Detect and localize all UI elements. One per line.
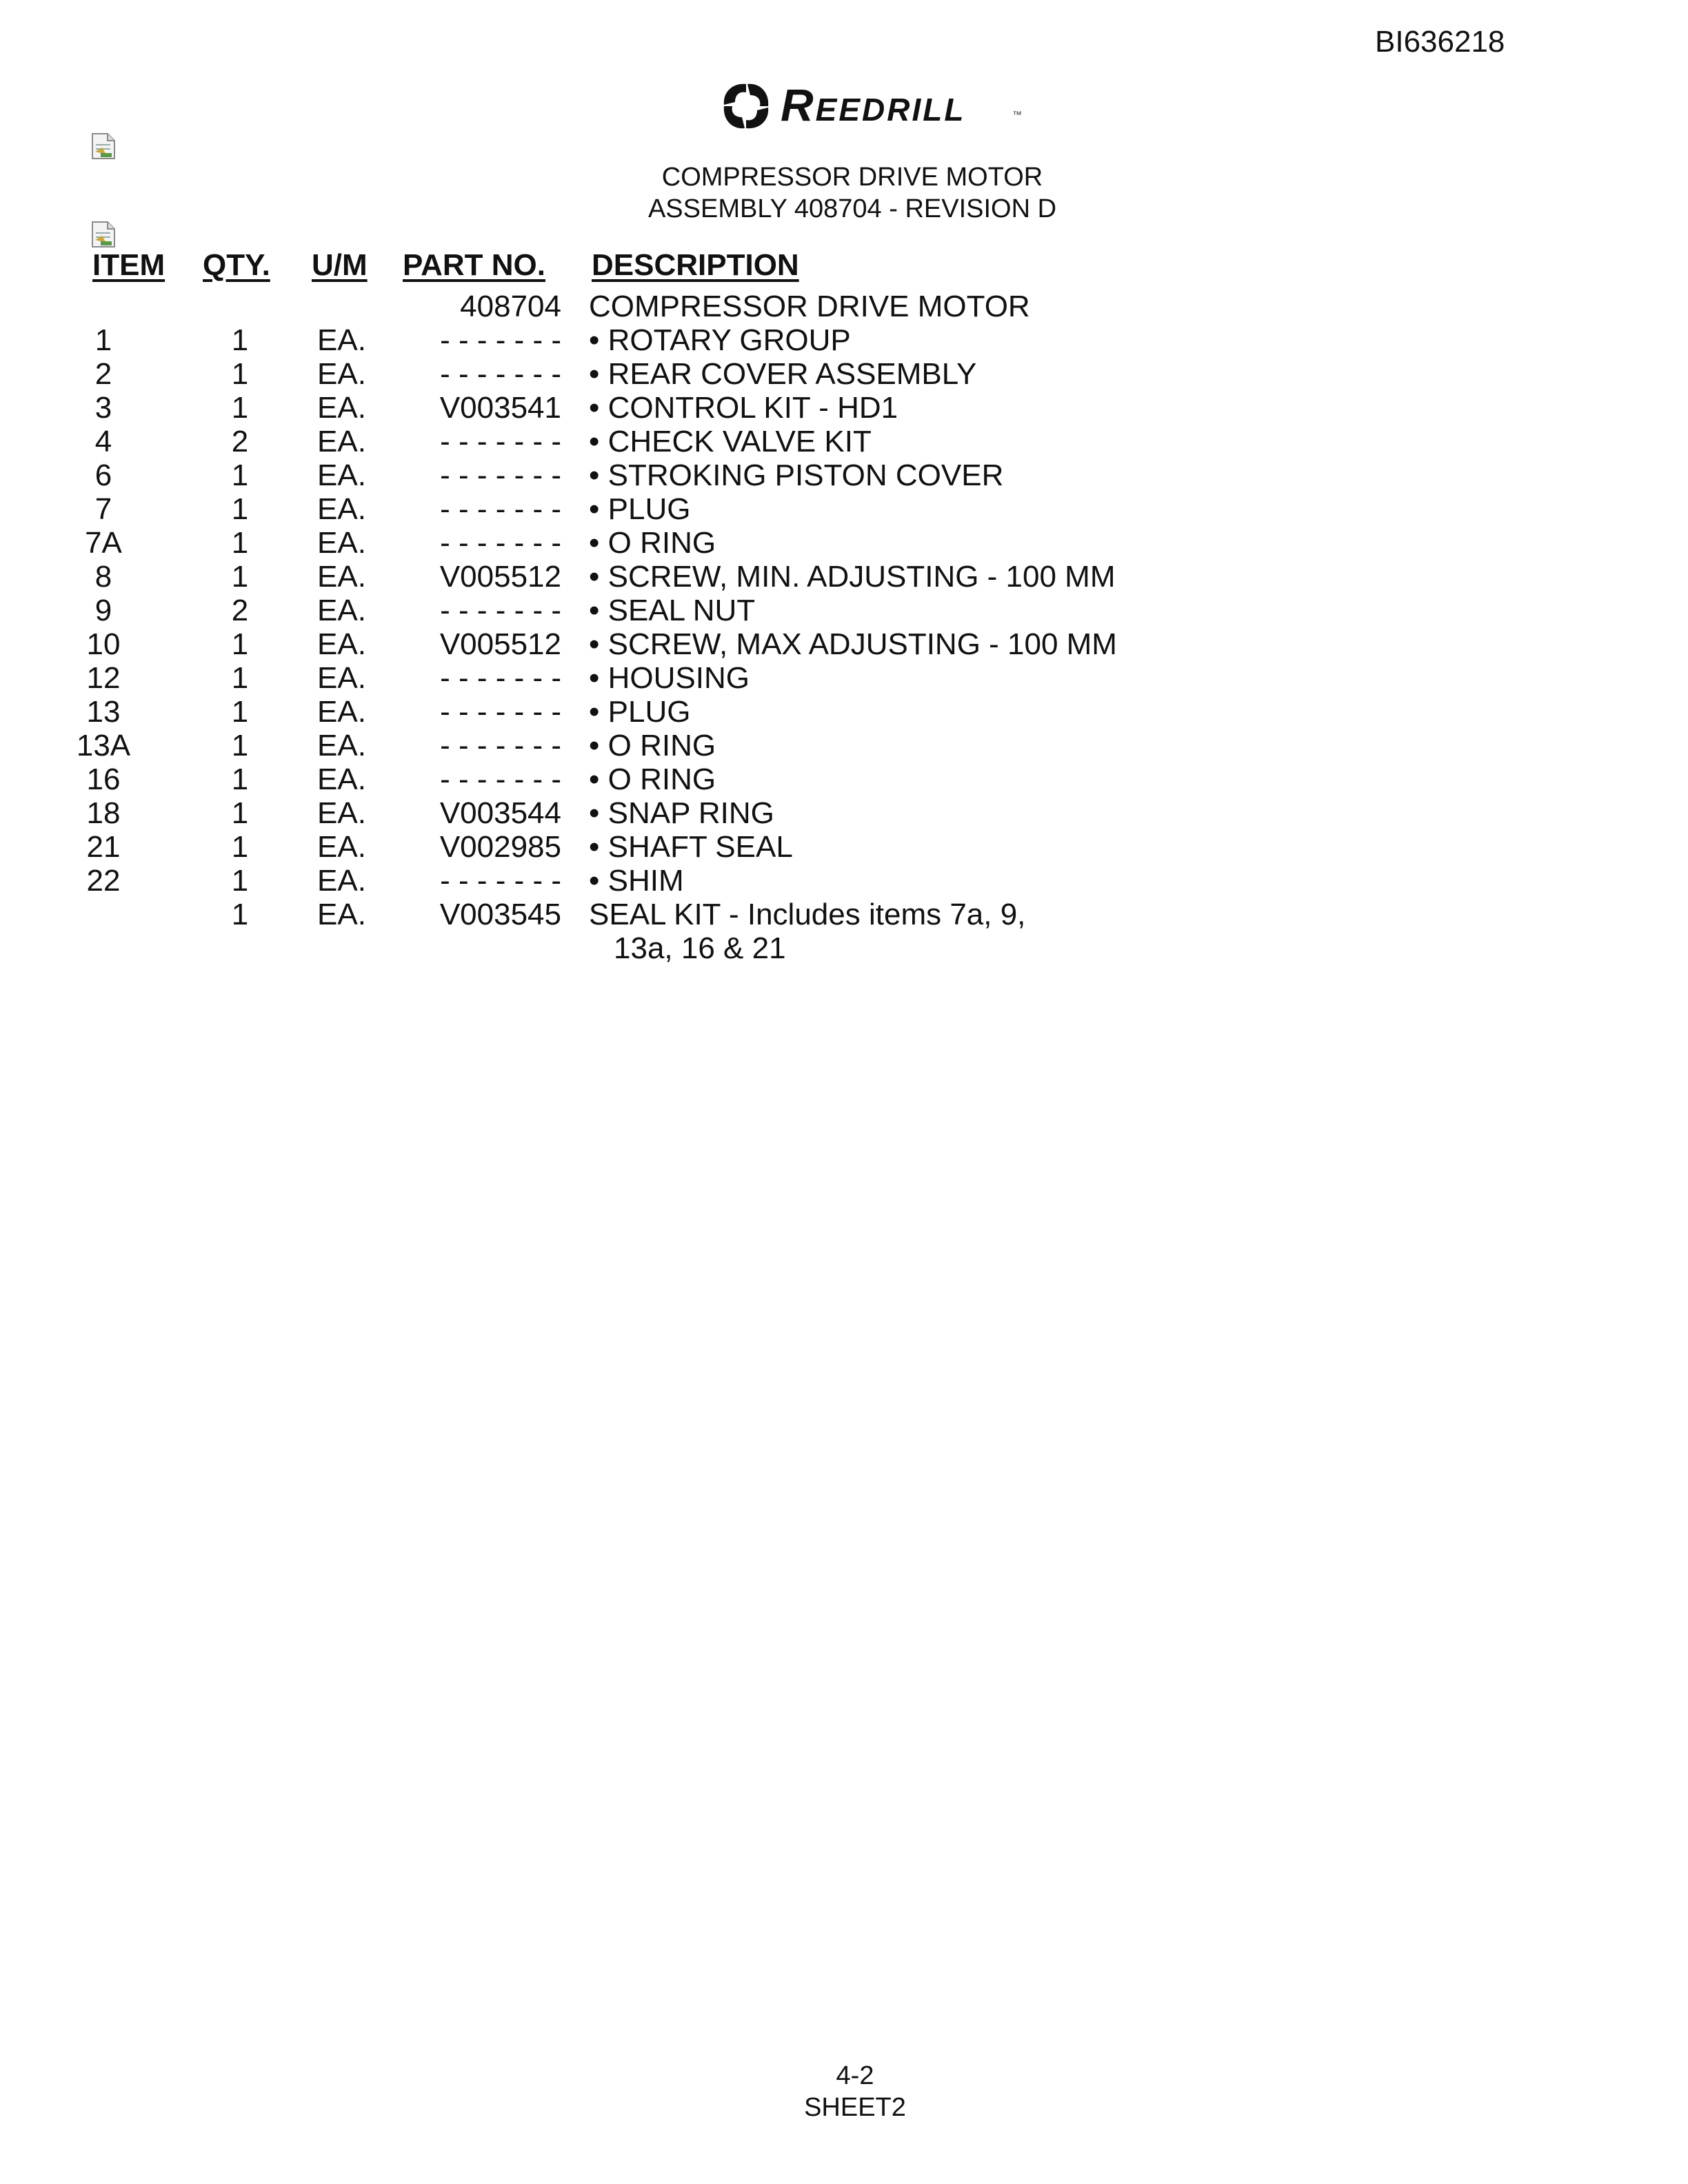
table-row [0, 357, 1688, 391]
part-number: - - - - - - - [440, 492, 561, 526]
quantity: 1 [231, 526, 249, 560]
quantity: 1 [231, 560, 249, 594]
part-number: V002985 [439, 830, 561, 864]
parts-table [0, 248, 1688, 965]
table-row [0, 830, 1688, 864]
unit-of-measure: EA. [317, 594, 366, 627]
table-row [0, 729, 1688, 762]
unit-of-measure: EA. [317, 526, 366, 560]
description: • O RING [589, 526, 716, 560]
item-number: 7A [85, 526, 122, 560]
unit-of-measure: EA. [317, 425, 366, 458]
title-line-1: COMPRESSOR DRIVE MOTOR [661, 163, 1043, 192]
document-icon[interactable] [91, 221, 116, 248]
table-row [0, 560, 1688, 594]
part-number: V003545 [439, 898, 561, 931]
part-number: - - - - - - - [440, 695, 561, 729]
table-row [0, 391, 1688, 425]
quantity: 1 [231, 830, 249, 864]
seal-kit-continuation-row [0, 931, 1688, 965]
description: • CONTROL KIT - HD1 [589, 391, 898, 425]
unit-of-measure: EA. [317, 796, 366, 830]
unit-of-measure: EA. [317, 357, 366, 391]
header-part-no: PART NO. [403, 248, 545, 282]
table-row [0, 425, 1688, 458]
document-id: BI636218 [1375, 25, 1505, 59]
table-row [0, 695, 1688, 729]
quantity: 1 [231, 357, 249, 391]
unit-of-measure: EA. [317, 458, 366, 492]
part-number: - - - - - - - [440, 458, 561, 492]
description: SEAL KIT - Includes items 7a, 9, [589, 898, 1026, 931]
unit-of-measure: EA. [317, 323, 366, 357]
quantity: 1 [231, 695, 249, 729]
item-number: 10 [86, 627, 121, 661]
table-row [0, 661, 1688, 695]
description: • ROTARY GROUP [589, 323, 851, 357]
quantity: 2 [231, 425, 249, 458]
trademark-symbol: ™ [1012, 109, 1022, 120]
quantity: 1 [231, 323, 249, 357]
unit-of-measure: EA. [317, 898, 366, 931]
description: • STROKING PISTON COVER [589, 458, 1004, 492]
unit-of-measure: EA. [317, 391, 366, 425]
header-description: DESCRIPTION [592, 248, 799, 282]
part-number: V003544 [439, 796, 561, 830]
description: • CHECK VALVE KIT [589, 425, 872, 458]
description: • O RING [589, 729, 716, 762]
table-row [0, 762, 1688, 796]
unit-of-measure: EA. [317, 492, 366, 526]
part-number: - - - - - - - [440, 864, 561, 898]
description: • PLUG [589, 695, 691, 729]
table-row [0, 796, 1688, 830]
unit-of-measure: EA. [317, 560, 366, 594]
quantity: 1 [231, 458, 249, 492]
unit-of-measure: EA. [317, 830, 366, 864]
item-number: 4 [94, 425, 112, 458]
quantity: 1 [231, 762, 249, 796]
part-number: - - - - - - - [440, 594, 561, 627]
item-number: 12 [86, 661, 121, 695]
header-um: U/M [312, 248, 368, 282]
unit-of-measure: EA. [317, 762, 366, 796]
description-continued: 13a, 16 & 21 [614, 931, 786, 965]
item-number: 7 [94, 492, 112, 526]
item-number: 22 [86, 864, 121, 898]
sheet-label: SHEET2 [804, 2093, 906, 2122]
header-item: ITEM [92, 248, 165, 282]
description: • HOUSING [589, 661, 750, 695]
brand-name: Reedrill [781, 79, 966, 130]
item-number: 13A [76, 729, 131, 762]
unit-of-measure: EA. [317, 729, 366, 762]
quantity: 1 [231, 627, 249, 661]
description: • SEAL NUT [589, 594, 756, 627]
description: • SCREW, MIN. ADJUSTING - 100 MM [589, 560, 1116, 594]
unit-of-measure: EA. [317, 864, 366, 898]
quantity: 1 [231, 661, 249, 695]
table-row [0, 864, 1688, 898]
quantity: 1 [231, 864, 249, 898]
description: • SHAFT SEAL [589, 830, 793, 864]
part-number: - - - - - - - [440, 729, 561, 762]
assembly-row [0, 290, 1688, 323]
description: • SCREW, MAX ADJUSTING - 100 MM [589, 627, 1117, 661]
part-number: 408704 [460, 290, 561, 323]
table-row [0, 627, 1688, 661]
part-number: - - - - - - - [440, 762, 561, 796]
description: • SNAP RING [589, 796, 774, 830]
table-row [0, 323, 1688, 357]
item-number: 3 [94, 391, 112, 425]
part-number: - - - - - - - [440, 661, 561, 695]
item-number: 1 [94, 323, 112, 357]
table-row [0, 594, 1688, 627]
description: • SHIM [589, 864, 684, 898]
table-header-row [0, 248, 1688, 290]
part-number: V005512 [439, 560, 561, 594]
brand-logo [717, 77, 1034, 135]
table-row [0, 458, 1688, 492]
part-number: - - - - - - - [440, 357, 561, 391]
part-number: - - - - - - - [440, 526, 561, 560]
item-number: 9 [94, 594, 112, 627]
unit-of-measure: EA. [317, 661, 366, 695]
item-number: 21 [86, 830, 121, 864]
part-number: V005512 [439, 627, 561, 661]
quantity: 1 [231, 898, 249, 931]
quantity: 1 [231, 729, 249, 762]
item-number: 2 [94, 357, 112, 391]
unit-of-measure: EA. [317, 627, 366, 661]
item-number: 6 [94, 458, 112, 492]
part-number: - - - - - - - [440, 425, 561, 458]
item-number: 16 [86, 762, 121, 796]
document-title [576, 161, 1128, 225]
quantity: 1 [231, 391, 249, 425]
document-icon[interactable] [91, 132, 116, 160]
page-footer [717, 2060, 993, 2123]
quantity: 1 [231, 796, 249, 830]
item-number: 8 [94, 560, 112, 594]
header-qty: QTY. [203, 248, 270, 282]
description: COMPRESSOR DRIVE MOTOR [589, 290, 1030, 323]
part-number: - - - - - - - [440, 323, 561, 357]
item-number: 13 [86, 695, 121, 729]
quantity: 2 [231, 594, 249, 627]
item-number: 18 [86, 796, 121, 830]
title-line-2: ASSEMBLY 408704 - REVISION D [647, 194, 1057, 223]
table-row [0, 526, 1688, 560]
table-row [0, 492, 1688, 526]
reedrill-swirl-icon [717, 77, 775, 135]
quantity: 1 [231, 492, 249, 526]
page-number: 4-2 [836, 2061, 874, 2090]
unit-of-measure: EA. [317, 695, 366, 729]
description: • O RING [589, 762, 716, 796]
description: • REAR COVER ASSEMBLY [589, 357, 977, 391]
seal-kit-row [0, 898, 1688, 931]
part-number: V003541 [439, 391, 561, 425]
description: • PLUG [589, 492, 691, 526]
